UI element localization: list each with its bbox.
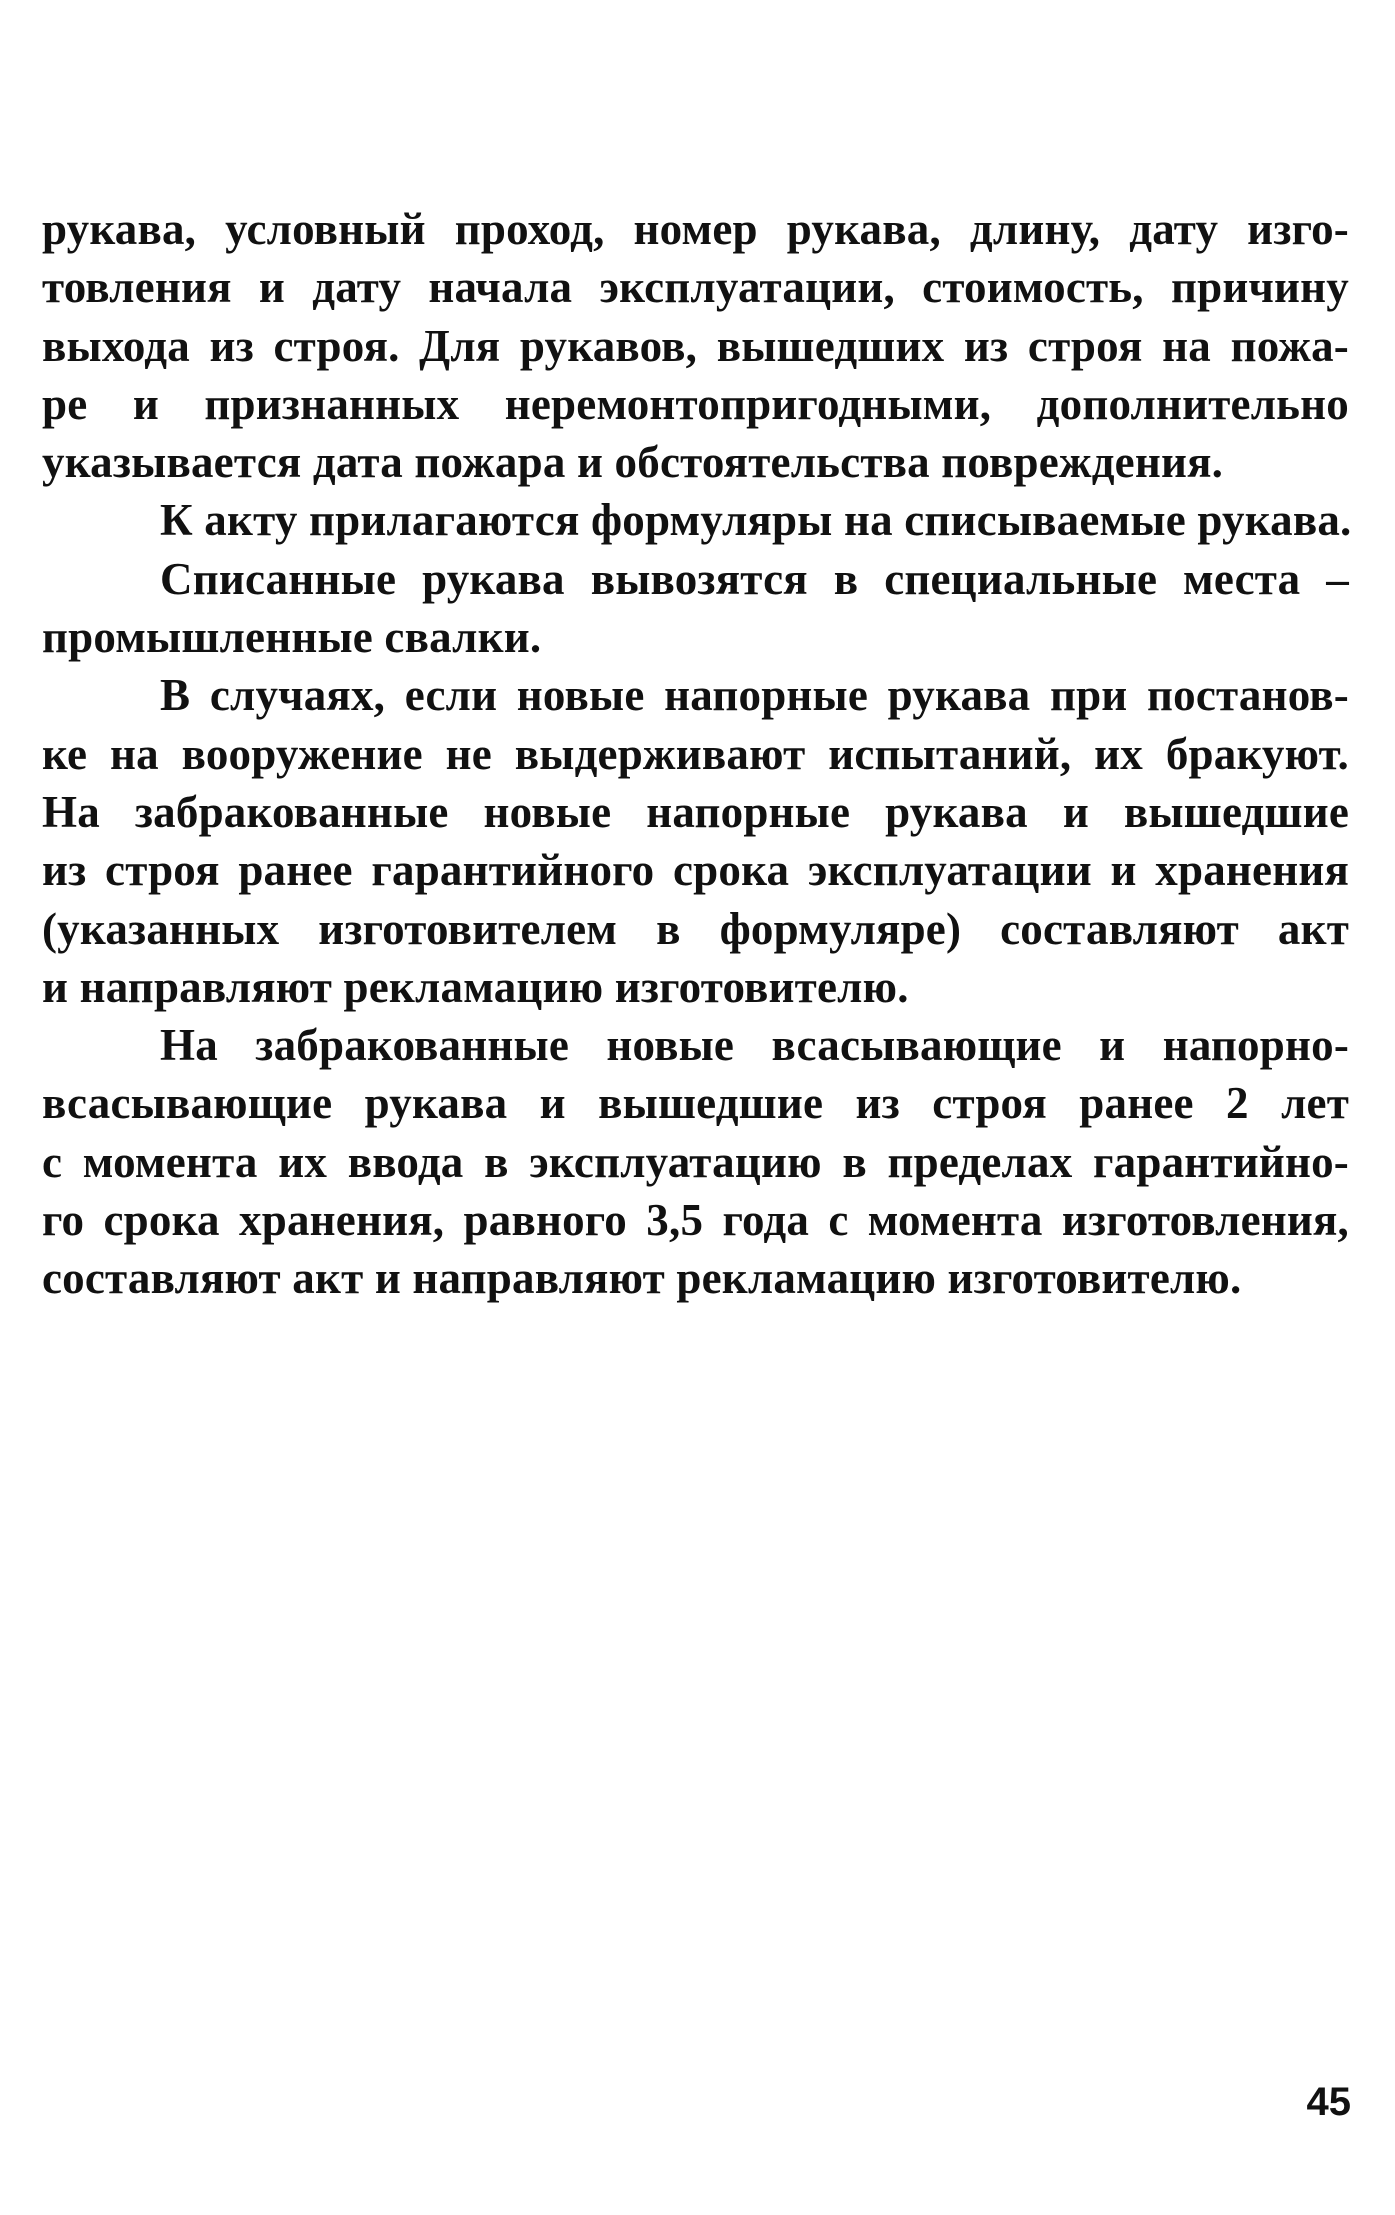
body-text — [42, 200, 1352, 1308]
text-line: На забракованные новые напорные рукава и вышедшие — [42, 786, 1349, 837]
text-line: с момента их ввода в эксплуатацию в пределах гарантийно- — [42, 1136, 1349, 1187]
text-line: и направляют рекламацию изготовителю. — [42, 961, 909, 1012]
text-line: промышленные свалки. — [42, 612, 542, 663]
text-line: го срока хранения, равного 3,5 года с момента изготовления, — [42, 1195, 1349, 1246]
text-line: К акту прилагаются формуляры на списываемые рукава. — [160, 495, 1352, 546]
text-line: ре и признанных неремонтопригодными, дополнительно — [42, 378, 1349, 429]
paragraph-4 — [42, 666, 1349, 1016]
text-line: составляют акт и направляют рекламацию изготовителю. — [42, 1253, 1242, 1304]
text-line: товления и дату начала эксплуатации, стоимость, причину — [42, 262, 1349, 313]
text-line: В случаях, если новые напорные рукава при постанов- — [160, 670, 1349, 721]
paragraph-1 — [42, 200, 1349, 491]
text-line: указывается дата пожара и обстоятельства повреждения. — [42, 437, 1224, 488]
text-line: рукава, условный проход, номер рукава, длину, дату изго- — [42, 204, 1349, 254]
text-line: На забракованные новые всасывающие и напорно- — [160, 1020, 1349, 1071]
text-line: Списанные рукава вывозятся в специальные места – — [160, 553, 1349, 604]
text-line: всасывающие рукава и вышедшие из строя ранее 2 лет — [42, 1078, 1349, 1129]
paragraph-3 — [42, 550, 1349, 667]
paragraph-2 — [42, 491, 1352, 549]
text-line: выхода из строя. Для рукавов, вышедших из строя на пожа- — [42, 320, 1349, 371]
paragraph-5 — [42, 1016, 1349, 1307]
text-line: ке на вооружение не выдерживают испытаний, их бракуют. — [42, 728, 1349, 779]
text-line: (указанных изготовителем в формуляре) составляют акт — [42, 903, 1349, 954]
text-line: из строя ранее гарантийного срока эксплуатации и хранения — [42, 845, 1349, 896]
page-number: 45 — [1306, 2080, 1351, 2124]
